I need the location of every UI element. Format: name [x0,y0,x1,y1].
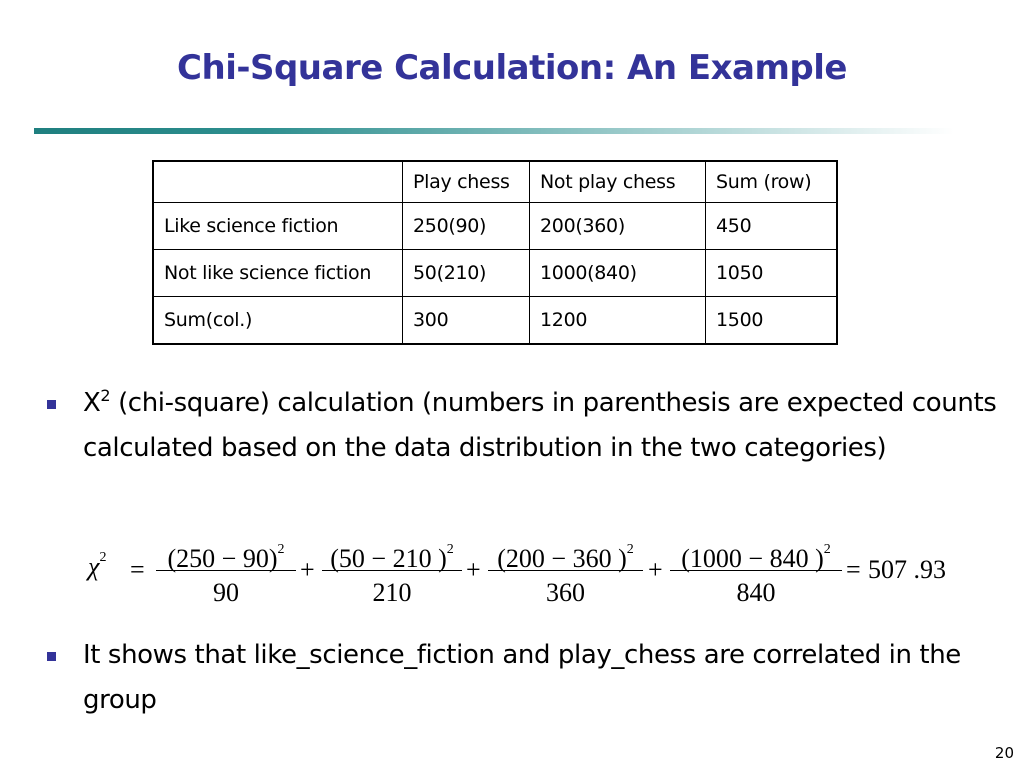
fraction-term [156,530,296,611]
table-header-cell: Play chess [403,161,530,203]
table-cell: Not like science fiction [153,250,403,297]
title-divider [34,128,954,134]
contingency-table [152,160,838,345]
bullet-text-conclusion: It shows that like_science_fiction and play_chess are correlated in the group [83,640,961,715]
bullet-square-icon [47,652,56,661]
numerator: (50 − 210 ) [330,544,447,573]
formula-result: 507 .93 [868,555,946,584]
table-row [153,250,837,297]
bullet-text: (chi-square) calculation (numbers in parenthesis are expected counts calculated based on the data distribution in the two categories) [83,388,997,463]
chi-symbol: X [83,388,101,418]
fraction-term [322,530,462,611]
bullet-text-chi-square [83,381,998,471]
denominator: 90 [213,578,239,607]
exponent: 2 [626,542,634,557]
denominator: 840 [736,578,776,607]
slide-title: Chi-Square Calculation: An Example [177,48,847,88]
plus-sign: + [648,555,663,584]
table-header-cell: Not play chess [530,161,706,203]
table-row [153,203,837,250]
table-cell: 450 [706,203,838,250]
table-cell: 1050 [706,250,838,297]
table-cell: 1200 [530,297,706,345]
fraction-term [670,530,842,611]
table-cell: Sum(col.) [153,297,403,345]
table-cell: 250(90) [403,203,530,250]
table-cell: 200(360) [530,203,706,250]
plus-sign: + [466,555,481,584]
formula-lhs [88,550,106,582]
fraction-term [488,530,643,611]
chi-superscript: 2 [100,386,111,405]
bullet-square-icon [47,400,56,409]
exponent: 2 [99,550,107,565]
table-header-cell [153,161,403,203]
table-row [153,297,837,345]
exponent: 2 [277,542,285,557]
exponent: 2 [446,542,454,557]
numerator: (250 − 90) [167,544,278,573]
plus-sign: + [300,555,315,584]
table-cell: 50(210) [403,250,530,297]
table-cell: Like science fiction [153,203,403,250]
equals-sign: = [130,555,145,584]
equals-sign: = [846,555,861,584]
exponent: 2 [823,542,831,557]
denominator: 210 [372,578,412,607]
numerator: (1000 − 840 ) [681,544,824,573]
page-number: 20 [994,744,1014,762]
table-cell: 1000(840) [530,250,706,297]
table-cell: 1500 [706,297,838,345]
table-header-cell: Sum (row) [706,161,838,203]
chi-symbol: χ [88,552,100,581]
numerator: (200 − 360 ) [497,544,627,573]
chi-square-formula [88,530,968,620]
table-cell: 300 [403,297,530,345]
table-header-row [153,161,837,203]
denominator: 360 [546,578,585,607]
